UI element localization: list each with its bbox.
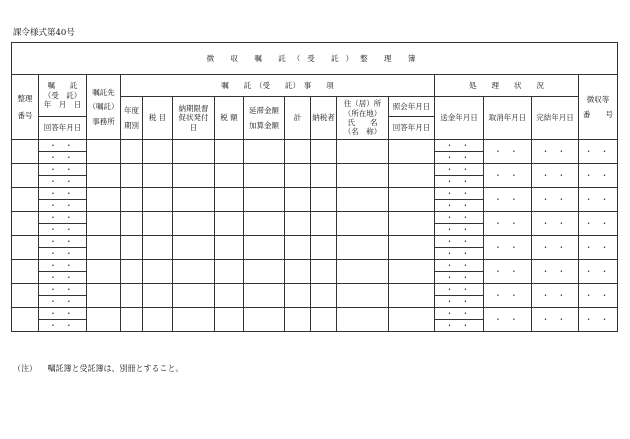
cell-kanketsu-date[interactable]: ・ ・ bbox=[579, 140, 618, 164]
cell-shokutakusaki[interactable] bbox=[87, 140, 121, 164]
table-row bbox=[12, 260, 618, 272]
cell-soukin-date[interactable]: ・ ・ bbox=[484, 284, 532, 308]
cell-kaitou-date[interactable]: ・ ・ bbox=[39, 152, 87, 164]
header-zeigaku: 税 額 bbox=[215, 97, 244, 140]
cell-shokai-date[interactable]: ・ ・ bbox=[435, 212, 484, 224]
cell-jiko[interactable] bbox=[215, 308, 244, 332]
header-shimei-label: 氏 名 bbox=[347, 118, 378, 127]
cell-shokutakusaki[interactable] bbox=[87, 260, 121, 284]
header-nouki bbox=[173, 97, 215, 140]
header-jimusho-label: 事務所 bbox=[92, 116, 115, 126]
cell-jiko[interactable] bbox=[215, 212, 244, 236]
cell-jiko[interactable] bbox=[389, 284, 435, 308]
cell-shokai-date[interactable]: ・ ・ bbox=[435, 164, 484, 176]
cell-seiri-bango[interactable] bbox=[12, 164, 39, 188]
cell-soukin-date[interactable]: ・ ・ bbox=[484, 212, 532, 236]
cell-jiko[interactable] bbox=[244, 188, 285, 212]
cell-kanketsu-date[interactable]: ・ ・ bbox=[579, 308, 618, 332]
header-nendo-kibetsu bbox=[121, 97, 143, 140]
header-seiri-bango bbox=[12, 75, 39, 140]
cell-kanketsu-date[interactable]: ・ ・ bbox=[579, 188, 618, 212]
cell-kaitou-date-2[interactable]: ・ ・ bbox=[435, 296, 484, 308]
cell-kaitou-date-2[interactable]: ・ ・ bbox=[435, 176, 484, 188]
cell-shokutaku-date[interactable]: ・ ・ bbox=[39, 188, 87, 200]
cell-jiko[interactable] bbox=[337, 284, 389, 308]
cell-jiko[interactable] bbox=[389, 260, 435, 284]
cell-soukin-date[interactable]: ・ ・ bbox=[484, 164, 532, 188]
cell-jiko[interactable] bbox=[311, 188, 337, 212]
cell-jiko[interactable] bbox=[121, 284, 143, 308]
header-shokutakusaki-label: 嘱託先 bbox=[92, 87, 115, 97]
cell-shokutakusaki[interactable] bbox=[87, 236, 121, 260]
cell-jiko[interactable] bbox=[311, 140, 337, 164]
cell-seiri-bango[interactable] bbox=[12, 212, 39, 236]
cell-jiko[interactable] bbox=[389, 140, 435, 164]
form-number: 課令様式第40号 bbox=[13, 28, 75, 38]
cell-jiko[interactable] bbox=[143, 188, 173, 212]
header-kibetsu-label: 期別 bbox=[124, 120, 139, 130]
cell-jiko[interactable] bbox=[285, 164, 311, 188]
cell-torikeshi-date[interactable]: ・ ・ bbox=[532, 308, 579, 332]
cell-jiko[interactable] bbox=[121, 140, 143, 164]
cell-kanketsu-date[interactable]: ・ ・ bbox=[579, 164, 618, 188]
cell-jiko[interactable] bbox=[121, 236, 143, 260]
cell-shokutaku-date[interactable]: ・ ・ bbox=[39, 284, 87, 296]
header-nouzeisha: 納税者 bbox=[311, 97, 337, 140]
cell-jiko[interactable] bbox=[244, 212, 285, 236]
cell-shokutaku-date[interactable]: ・ ・ bbox=[39, 140, 87, 152]
cell-jiko[interactable] bbox=[173, 164, 215, 188]
cell-jiko[interactable] bbox=[173, 140, 215, 164]
cell-shokutaku-date[interactable]: ・ ・ bbox=[39, 164, 87, 176]
header-choshuto-bango bbox=[579, 75, 618, 140]
cell-shokutakusaki[interactable] bbox=[87, 308, 121, 332]
cell-kaitou-date[interactable]: ・ ・ bbox=[39, 272, 87, 284]
header-shozaichi-label: （所在地） bbox=[343, 108, 382, 118]
cell-soukin-date[interactable]: ・ ・ bbox=[484, 188, 532, 212]
header-seiri-label: 整理 bbox=[17, 93, 33, 103]
cell-jiko[interactable] bbox=[244, 236, 285, 260]
header-shokutaku-paren-label: （嘱託） bbox=[88, 102, 119, 112]
header-jiko-group: 嘱 託 （受 託） 事 項 bbox=[121, 75, 435, 97]
cell-shokutakusaki[interactable] bbox=[87, 188, 121, 212]
header-nendo-label: 年度 bbox=[124, 106, 139, 116]
cell-jiko[interactable] bbox=[337, 188, 389, 212]
cell-torikeshi-date[interactable]: ・ ・ bbox=[532, 140, 579, 164]
cell-shokutakusaki[interactable] bbox=[87, 284, 121, 308]
footnote-text: 嘱託簿と受託簿は、別冊とすること。 bbox=[47, 364, 184, 373]
table-row bbox=[12, 212, 618, 224]
cell-jiko[interactable] bbox=[285, 308, 311, 332]
header-shokutaku-label: 嘱 託 bbox=[47, 81, 78, 91]
cell-torikeshi-date[interactable]: ・ ・ bbox=[532, 212, 579, 236]
cell-shokai-date[interactable]: ・ ・ bbox=[435, 284, 484, 296]
header-shokutaku-date bbox=[39, 75, 87, 117]
cell-soukin-date[interactable]: ・ ・ bbox=[484, 260, 532, 284]
table-row bbox=[12, 140, 618, 152]
header-ymd-label: 年 月 日 bbox=[43, 100, 82, 110]
cell-jiko[interactable] bbox=[143, 284, 173, 308]
table-row bbox=[12, 236, 618, 248]
cell-jiko[interactable] bbox=[311, 284, 337, 308]
cell-torikeshi-date[interactable]: ・ ・ bbox=[532, 236, 579, 260]
cell-jiko[interactable] bbox=[311, 308, 337, 332]
header-kei: 計 bbox=[285, 97, 311, 140]
cell-jiko[interactable] bbox=[244, 284, 285, 308]
cell-seiri-bango[interactable] bbox=[12, 140, 39, 164]
cell-jiko[interactable] bbox=[337, 140, 389, 164]
cell-jiko[interactable] bbox=[244, 164, 285, 188]
header-jusho-shimei bbox=[337, 97, 389, 140]
cell-jiko[interactable] bbox=[173, 212, 215, 236]
cell-kanketsu-date[interactable]: ・ ・ bbox=[579, 212, 618, 236]
cell-kaitou-date-2[interactable]: ・ ・ bbox=[435, 320, 484, 332]
cell-jiko[interactable] bbox=[215, 284, 244, 308]
cell-jiko[interactable] bbox=[337, 212, 389, 236]
table-row bbox=[12, 308, 618, 320]
cell-kaitou-date-2[interactable]: ・ ・ bbox=[435, 224, 484, 236]
header-bango-label: 番号 bbox=[17, 111, 33, 120]
header-kaitou-date: 回答年月日 bbox=[39, 117, 87, 140]
cell-shokai-date[interactable]: ・ ・ bbox=[435, 188, 484, 200]
cell-kaitou-date-2[interactable]: ・ ・ bbox=[435, 152, 484, 164]
cell-jiko[interactable] bbox=[337, 260, 389, 284]
header-kasan-label: 加算金額 bbox=[249, 120, 279, 130]
cell-shokutaku-date[interactable]: ・ ・ bbox=[39, 236, 87, 248]
cell-jiko[interactable] bbox=[215, 260, 244, 284]
cell-kaitou-date-2[interactable]: ・ ・ bbox=[435, 200, 484, 212]
table-row bbox=[12, 284, 618, 296]
cell-jiko[interactable] bbox=[285, 212, 311, 236]
cell-seiri-bango[interactable] bbox=[12, 284, 39, 308]
cell-jiko[interactable] bbox=[143, 236, 173, 260]
header-jutaku-label: （受 託） bbox=[43, 90, 82, 100]
cell-jiko[interactable] bbox=[121, 260, 143, 284]
cell-jiko[interactable] bbox=[173, 236, 215, 260]
header-choshuto-label: 徴収等 bbox=[586, 94, 610, 104]
cell-jiko[interactable] bbox=[337, 236, 389, 260]
cell-kaitou-date-2[interactable]: ・ ・ bbox=[435, 272, 484, 284]
cell-jiko[interactable] bbox=[337, 164, 389, 188]
cell-shokutakusaki[interactable] bbox=[87, 212, 121, 236]
cell-jiko[interactable] bbox=[311, 260, 337, 284]
header-kanketsu-date: 完結年月日 bbox=[532, 97, 579, 140]
cell-jiko[interactable] bbox=[389, 308, 435, 332]
cell-shokutaku-date[interactable]: ・ ・ bbox=[39, 260, 87, 272]
cell-kaitou-date[interactable]: ・ ・ bbox=[39, 296, 87, 308]
cell-torikeshi-date[interactable]: ・ ・ bbox=[532, 260, 579, 284]
cell-jiko[interactable] bbox=[389, 212, 435, 236]
cell-kanketsu-date[interactable]: ・ ・ bbox=[579, 236, 618, 260]
header-entai-label: 延滞金額 bbox=[249, 106, 279, 116]
cell-torikeshi-date[interactable]: ・ ・ bbox=[532, 188, 579, 212]
header-zeimoku: 税 目 bbox=[143, 97, 173, 140]
cell-jiko[interactable] bbox=[285, 188, 311, 212]
header-nouki-label-2: 促状発付 bbox=[178, 113, 209, 123]
cell-kaitou-date[interactable]: ・ ・ bbox=[39, 176, 87, 188]
cell-jiko[interactable] bbox=[389, 188, 435, 212]
footnote-label: （注） bbox=[13, 364, 37, 373]
cell-jiko[interactable] bbox=[244, 308, 285, 332]
header-choshuto-bango-label: 番 号 bbox=[583, 110, 614, 119]
cell-kanketsu-date[interactable]: ・ ・ bbox=[579, 260, 618, 284]
cell-jiko[interactable] bbox=[143, 308, 173, 332]
header-soukin-date: 送金年月日 bbox=[435, 97, 484, 140]
cell-jiko[interactable] bbox=[121, 212, 143, 236]
footnote bbox=[13, 363, 184, 374]
header-jusho-label: 住（居）所 bbox=[343, 99, 382, 109]
cell-jiko[interactable] bbox=[285, 284, 311, 308]
cell-jiko[interactable] bbox=[285, 260, 311, 284]
cell-seiri-bango[interactable] bbox=[12, 308, 39, 332]
cell-shokai-date[interactable]: ・ ・ bbox=[435, 140, 484, 152]
cell-jiko[interactable] bbox=[285, 236, 311, 260]
cell-soukin-date[interactable]: ・ ・ bbox=[484, 308, 532, 332]
cell-jiko[interactable] bbox=[215, 140, 244, 164]
cell-jiko[interactable] bbox=[244, 140, 285, 164]
cell-kaitou-date[interactable]: ・ ・ bbox=[39, 224, 87, 236]
cell-seiri-bango[interactable] bbox=[12, 260, 39, 284]
cell-jiko[interactable] bbox=[143, 260, 173, 284]
cell-jiko[interactable] bbox=[173, 284, 215, 308]
header-kaitou-date-2: 回答年月日 bbox=[389, 117, 435, 140]
cell-jiko[interactable] bbox=[173, 260, 215, 284]
cell-jiko[interactable] bbox=[215, 236, 244, 260]
cell-soukin-date[interactable]: ・ ・ bbox=[484, 236, 532, 260]
cell-jiko[interactable] bbox=[244, 260, 285, 284]
cell-jiko[interactable] bbox=[389, 164, 435, 188]
cell-shokai-date[interactable]: ・ ・ bbox=[435, 236, 484, 248]
header-nouki-label-1: 納期限督 bbox=[178, 103, 209, 113]
cell-jiko[interactable] bbox=[143, 164, 173, 188]
cell-torikeshi-date[interactable]: ・ ・ bbox=[532, 284, 579, 308]
cell-jiko[interactable] bbox=[215, 164, 244, 188]
cell-jiko[interactable] bbox=[121, 188, 143, 212]
header-meisho-label: （名 称） bbox=[343, 127, 382, 137]
cell-torikeshi-date[interactable]: ・ ・ bbox=[532, 164, 579, 188]
header-shokutakusaki bbox=[87, 75, 121, 140]
cell-jiko[interactable] bbox=[215, 188, 244, 212]
header-torikeshi-date: 取消年月日 bbox=[484, 97, 532, 140]
header-shokai-date: 照会年月日 bbox=[389, 97, 435, 117]
cell-jiko[interactable] bbox=[389, 236, 435, 260]
cell-jiko[interactable] bbox=[311, 164, 337, 188]
cell-kanketsu-date[interactable]: ・ ・ bbox=[579, 284, 618, 308]
header-shori-group: 処 理 状 況 bbox=[435, 75, 579, 97]
cell-jiko[interactable] bbox=[143, 140, 173, 164]
header-entai bbox=[244, 97, 285, 140]
cell-jiko[interactable] bbox=[285, 140, 311, 164]
cell-soukin-date[interactable]: ・ ・ bbox=[484, 140, 532, 164]
cell-kaitou-date[interactable]: ・ ・ bbox=[39, 200, 87, 212]
cell-shokutaku-date[interactable]: ・ ・ bbox=[39, 212, 87, 224]
cell-jiko[interactable] bbox=[311, 236, 337, 260]
cell-shokutakusaki[interactable] bbox=[87, 164, 121, 188]
cell-jiko[interactable] bbox=[121, 308, 143, 332]
cell-shokai-date[interactable]: ・ ・ bbox=[435, 308, 484, 320]
cell-seiri-bango[interactable] bbox=[12, 236, 39, 260]
cell-shokai-date[interactable]: ・ ・ bbox=[435, 260, 484, 272]
table-row bbox=[12, 164, 618, 176]
table-row bbox=[12, 188, 618, 200]
cell-shokutaku-date[interactable]: ・ ・ bbox=[39, 308, 87, 320]
cell-seiri-bango[interactable] bbox=[12, 188, 39, 212]
cell-jiko[interactable] bbox=[337, 308, 389, 332]
cell-jiko[interactable] bbox=[121, 164, 143, 188]
register-title: 徴 収 嘱 託（受 託）整 理 簿 bbox=[12, 43, 618, 75]
cell-jiko[interactable] bbox=[173, 308, 215, 332]
register-table bbox=[11, 42, 618, 332]
cell-kaitou-date-2[interactable]: ・ ・ bbox=[435, 248, 484, 260]
cell-jiko[interactable] bbox=[173, 188, 215, 212]
cell-jiko[interactable] bbox=[143, 212, 173, 236]
cell-kaitou-date[interactable]: ・ ・ bbox=[39, 320, 87, 332]
cell-kaitou-date[interactable]: ・ ・ bbox=[39, 248, 87, 260]
header-nouki-label-3: 日 bbox=[189, 122, 198, 132]
cell-jiko[interactable] bbox=[311, 212, 337, 236]
